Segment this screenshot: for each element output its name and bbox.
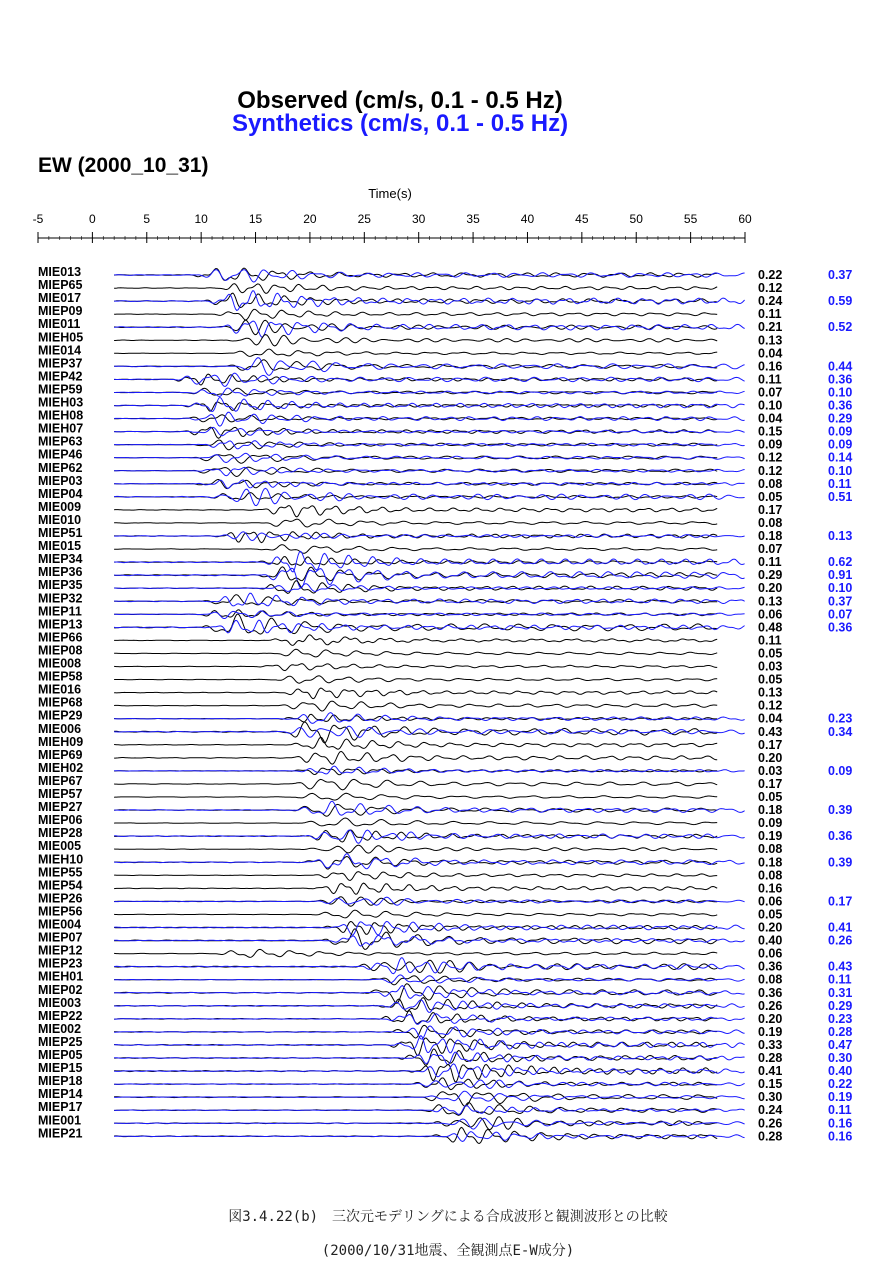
observed-trace — [114, 818, 717, 826]
observed-amplitude: 0.06 — [758, 894, 783, 909]
synthetic-amplitude: 0.29 — [828, 411, 853, 426]
observed-amplitude: 0.41 — [758, 1064, 783, 1079]
observed-amplitude: 0.18 — [758, 529, 783, 543]
synthetic-trace — [114, 488, 745, 505]
observed-amplitude: 0.07 — [758, 385, 783, 400]
observed-trace — [114, 872, 717, 881]
synthetic-amplitude: 0.47 — [828, 1037, 853, 1052]
observed-amplitude: 0.12 — [758, 463, 783, 478]
station-label: MIEH05 — [38, 330, 84, 345]
station-label: MIEP15 — [38, 1061, 83, 1076]
observed-amplitude: 0.07 — [758, 542, 783, 557]
station-label: MIEP26 — [38, 891, 83, 906]
synthetic-trace — [114, 270, 745, 283]
observed-amplitude: 0.09 — [758, 816, 783, 831]
synthetic-trace — [114, 441, 745, 449]
x-tick-label: 20 — [303, 212, 317, 226]
observed-amplitude: 0.17 — [758, 737, 783, 752]
synthetic-trace — [114, 921, 745, 935]
observed-trace — [114, 1092, 717, 1107]
synthetic-amplitude: 0.91 — [828, 568, 853, 583]
observed-amplitude: 0.18 — [758, 855, 783, 870]
observed-amplitude: 0.15 — [758, 1077, 783, 1092]
observed-amplitude: 0.12 — [758, 281, 783, 296]
observed-amplitude: 0.30 — [758, 1090, 783, 1105]
observed-amplitude: 0.36 — [758, 985, 783, 1000]
station-label: MIE010 — [38, 512, 82, 527]
observed-amplitude: 0.17 — [758, 502, 783, 517]
station-label: MIEP29 — [38, 708, 83, 723]
synthetic-amplitude: 0.09 — [828, 763, 853, 778]
synthetic-amplitude: 0.13 — [828, 529, 853, 543]
station-label: MIEP13 — [38, 617, 83, 632]
synthetic-amplitude: 0.17 — [828, 894, 853, 909]
station-label: MIEP23 — [38, 956, 83, 971]
x-tick-label: 25 — [357, 212, 371, 226]
observed-amplitude: 0.05 — [758, 489, 783, 504]
observed-amplitude: 0.19 — [758, 829, 783, 844]
observed-amplitude: 0.08 — [758, 868, 783, 883]
x-tick-label: 30 — [412, 212, 426, 226]
station-label: MIE009 — [38, 499, 82, 514]
synthetic-trace — [114, 593, 745, 606]
observed-amplitude: 0.16 — [758, 359, 783, 374]
observed-amplitude: 0.11 — [758, 307, 782, 322]
station-label: MIE005 — [38, 839, 82, 854]
observed-amplitude: 0.13 — [758, 685, 783, 700]
observed-trace — [114, 388, 717, 395]
observed-trace — [114, 309, 717, 320]
observed-amplitude: 0.28 — [758, 1129, 783, 1144]
observed-amplitude: 0.17 — [758, 776, 783, 791]
station-label: MIEP02 — [38, 982, 83, 997]
observed-amplitude: 0.40 — [758, 933, 783, 948]
station-label: MIE003 — [38, 995, 82, 1010]
station-label: MIEP22 — [38, 1008, 83, 1023]
observed-amplitude: 0.22 — [758, 268, 783, 282]
observed-trace — [114, 714, 717, 722]
synthetic-amplitude: 0.39 — [828, 803, 853, 818]
station-label: MIE013 — [38, 265, 82, 279]
station-label: MIEP04 — [38, 486, 83, 501]
observed-amplitude: 0.16 — [758, 881, 783, 896]
synthetic-trace — [114, 1080, 745, 1089]
station-label: MIE014 — [38, 343, 82, 358]
observed-amplitude: 0.11 — [758, 633, 782, 648]
observed-trace — [114, 480, 717, 489]
observed-amplitude: 0.04 — [758, 711, 783, 726]
observed-trace — [114, 467, 717, 476]
observed-trace — [114, 701, 717, 711]
synthetic-amplitude: 0.09 — [828, 437, 853, 452]
synthetic-trace — [114, 1106, 745, 1115]
synthetic-trace — [114, 975, 745, 983]
observed-trace — [114, 493, 717, 500]
observed-trace — [114, 688, 717, 699]
synthetic-amplitude: 0.31 — [828, 985, 853, 1000]
x-tick-label: 10 — [194, 212, 208, 226]
synthetic-amplitude: 0.39 — [828, 855, 853, 870]
synthetic-amplitude: 0.29 — [828, 998, 853, 1013]
station-label: MIEP59 — [38, 382, 83, 397]
station-label: MIEP12 — [38, 943, 83, 958]
observed-amplitude: 0.08 — [758, 515, 783, 530]
synthetic-amplitude: 0.59 — [828, 294, 853, 309]
observed-amplitude: 0.03 — [758, 659, 783, 674]
observed-trace — [114, 949, 717, 957]
observed-trace — [114, 737, 717, 749]
station-label: MIEP07 — [38, 930, 83, 945]
station-label: MIEP66 — [38, 630, 83, 645]
observed-amplitude: 0.08 — [758, 476, 783, 491]
station-label: MIEP34 — [38, 552, 83, 567]
observed-amplitude: 0.12 — [758, 698, 783, 713]
synthetic-amplitude: 0.51 — [828, 489, 853, 504]
observed-amplitude: 0.04 — [758, 411, 783, 426]
station-label: MIEP27 — [38, 800, 83, 815]
synthetic-amplitude: 0.07 — [828, 607, 853, 622]
observed-amplitude: 0.28 — [758, 1051, 783, 1065]
synthetic-amplitude: 0.16 — [828, 1116, 853, 1131]
observed-amplitude: 0.33 — [758, 1037, 783, 1052]
station-label: MIE011 — [38, 317, 81, 332]
observed-amplitude: 0.48 — [758, 620, 783, 635]
observed-trace — [114, 845, 717, 853]
station-label: MIE016 — [38, 682, 82, 697]
observed-amplitude: 0.08 — [758, 842, 783, 857]
observed-trace — [114, 793, 717, 800]
synthetic-title: Synthetics (cm/s, 0.1 - 0.5 Hz) — [231, 110, 569, 137]
station-label: MIEP21 — [38, 1126, 83, 1141]
synthetic-trace — [114, 854, 745, 869]
observed-trace — [114, 268, 717, 280]
synthetic-amplitude: 0.36 — [828, 372, 853, 387]
observed-amplitude: 0.10 — [758, 398, 783, 413]
station-label: MIEP11 — [38, 604, 82, 619]
observed-amplitude: 0.20 — [758, 920, 783, 935]
synthetic-amplitude: 0.43 — [828, 959, 853, 974]
station-label: MIEP58 — [38, 669, 83, 684]
station-label: MIEP36 — [38, 565, 83, 580]
figure-caption: 図3.4.22(b) 三次元モデリングによる合成波形と観測波形との比較 — [228, 1209, 668, 1225]
synthetic-amplitude: 0.62 — [828, 555, 853, 570]
observed-trace — [114, 635, 717, 646]
station-label: MIEP05 — [38, 1048, 83, 1062]
synthetic-trace — [114, 358, 745, 376]
observed-amplitude: 0.03 — [758, 763, 783, 778]
observed-trace — [114, 614, 717, 634]
synthetic-amplitude: 0.36 — [828, 620, 853, 635]
observed-amplitude: 0.09 — [758, 437, 783, 452]
station-label: MIE002 — [38, 1021, 82, 1036]
figure-caption-subtitle: (2000/10/31地震、全観測点E-W成分) — [321, 1243, 575, 1259]
observed-amplitude: 0.15 — [758, 424, 783, 439]
station-label: MIEP18 — [38, 1074, 83, 1089]
observed-trace — [114, 545, 717, 554]
synthetic-amplitude: 0.11 — [828, 1103, 852, 1118]
observed-title: Observed (cm/s, 0.1 - 0.5 Hz) — [237, 87, 563, 114]
station-label: MIEP25 — [38, 1034, 83, 1049]
station-label: MIEP03 — [38, 473, 83, 488]
observed-amplitude: 0.05 — [758, 907, 783, 922]
observed-amplitude: 0.21 — [758, 320, 783, 335]
station-label: MIEH10 — [38, 852, 84, 867]
observed-trace — [114, 984, 717, 1003]
x-tick-label: 15 — [248, 212, 263, 226]
observed-trace — [114, 519, 717, 527]
observed-amplitude: 0.18 — [758, 803, 783, 818]
station-label: MIEH01 — [38, 969, 84, 984]
synthetic-amplitude: 0.28 — [828, 1024, 853, 1039]
synthetic-amplitude: 0.44 — [828, 359, 853, 374]
observed-amplitude: 0.13 — [758, 594, 783, 609]
observed-trace — [114, 349, 717, 356]
synthetic-amplitude: 0.10 — [828, 581, 853, 596]
synthetic-amplitude: 0.23 — [828, 711, 853, 726]
observed-amplitude: 0.11 — [758, 555, 782, 570]
station-label: MIEP67 — [38, 773, 83, 788]
station-label: MIEP14 — [38, 1087, 83, 1102]
x-tick-label: 0 — [89, 212, 96, 226]
station-label: MIE015 — [38, 539, 82, 554]
synthetic-trace — [114, 1000, 745, 1013]
synthetic-amplitude: 0.37 — [828, 594, 853, 609]
observed-amplitude: 0.08 — [758, 972, 783, 987]
synthetic-trace — [114, 936, 745, 947]
synthetic-amplitude: 0.14 — [828, 450, 853, 465]
x-tick-label: 50 — [629, 212, 643, 226]
station-label: MIEP08 — [38, 643, 83, 658]
synthetic-trace — [114, 1014, 745, 1025]
synthetic-amplitude: 0.41 — [828, 920, 853, 935]
station-label: MIEP69 — [38, 747, 83, 762]
station-label: MIEP09 — [38, 304, 83, 319]
synthetic-amplitude: 0.40 — [828, 1064, 853, 1079]
station-label: MIEP65 — [38, 278, 83, 293]
station-label: MIEP62 — [38, 460, 83, 475]
synthetic-amplitude: 0.10 — [828, 463, 853, 478]
synthetic-trace — [114, 713, 745, 724]
station-label: MIEP32 — [38, 591, 83, 606]
station-label: MIEP57 — [38, 787, 83, 801]
x-tick-label: 35 — [466, 212, 480, 226]
observed-amplitude: 0.36 — [758, 959, 783, 974]
station-label: MIE017 — [38, 291, 82, 306]
observed-trace — [114, 557, 717, 566]
station-label: MIE006 — [38, 721, 82, 736]
synthetic-amplitude: 0.16 — [828, 1129, 853, 1144]
observed-amplitude: 0.04 — [758, 346, 783, 361]
synthetic-amplitude: 0.11 — [828, 972, 852, 987]
observed-amplitude: 0.19 — [758, 1024, 783, 1039]
x-tick-label: 55 — [683, 212, 698, 226]
observed-trace — [114, 751, 717, 764]
observed-amplitude: 0.05 — [758, 672, 783, 687]
synthetic-amplitude: 0.26 — [828, 933, 853, 948]
synthetic-amplitude: 0.22 — [828, 1077, 853, 1092]
observed-trace — [114, 360, 717, 371]
observed-amplitude: 0.06 — [758, 946, 783, 961]
panel-label: EW (2000_10_31) — [38, 154, 209, 177]
station-label: MIEH03 — [38, 395, 84, 410]
station-label: MIEP42 — [38, 369, 83, 384]
observed-amplitude: 0.06 — [758, 607, 783, 622]
synthetic-amplitude: 0.37 — [828, 268, 853, 282]
x-tick-label: 5 — [143, 212, 151, 226]
synthetic-amplitude: 0.11 — [828, 476, 852, 491]
station-label: MIEP17 — [38, 1100, 83, 1115]
station-label: MIEH02 — [38, 760, 84, 775]
observed-trace — [114, 910, 717, 918]
station-label: MIEP35 — [38, 578, 83, 593]
observed-trace — [114, 335, 717, 346]
station-label: MIEP68 — [38, 695, 83, 710]
synthetic-amplitude: 0.23 — [828, 1011, 853, 1026]
synthetic-trace — [114, 480, 745, 488]
observed-amplitude: 0.29 — [758, 568, 783, 583]
x-tick-label: 60 — [738, 212, 752, 226]
synthetic-amplitude: 0.19 — [828, 1090, 853, 1105]
station-label: MIE004 — [38, 917, 82, 932]
synthetic-trace — [114, 801, 745, 815]
synthetic-amplitude: 0.30 — [828, 1051, 853, 1065]
synthetic-trace — [114, 986, 745, 999]
synthetic-trace — [114, 1026, 745, 1039]
synthetic-trace — [114, 897, 745, 905]
synthetic-amplitude: 0.10 — [828, 385, 853, 400]
station-label: MIE008 — [38, 656, 82, 671]
observed-trace — [114, 284, 717, 294]
synthetic-trace — [114, 1132, 745, 1142]
station-label: MIEH07 — [38, 421, 84, 436]
station-label: MIE001 — [38, 1113, 82, 1128]
station-label: MIEP46 — [38, 447, 83, 462]
observed-amplitude: 0.24 — [758, 294, 783, 309]
observed-trace — [114, 779, 717, 789]
x-axis-label: Time(s) — [368, 186, 412, 201]
observed-trace — [114, 883, 717, 894]
x-tick-label: 45 — [575, 212, 589, 226]
synthetic-amplitude: 0.09 — [828, 424, 853, 439]
observed-trace — [114, 649, 717, 657]
observed-amplitude: 0.26 — [758, 1116, 783, 1131]
observed-amplitude: 0.20 — [758, 581, 783, 596]
station-label: MIEP06 — [38, 813, 83, 828]
observed-amplitude: 0.43 — [758, 724, 783, 739]
observed-trace — [114, 676, 717, 683]
observed-trace — [114, 1064, 717, 1082]
observed-amplitude: 0.13 — [758, 333, 783, 348]
observed-amplitude: 0.24 — [758, 1103, 783, 1118]
station-label: MIEH08 — [38, 408, 84, 423]
synthetic-amplitude: 0.36 — [828, 398, 853, 413]
observed-trace — [114, 664, 717, 671]
synthetic-trace — [114, 568, 745, 588]
observed-trace — [114, 1011, 717, 1024]
synthetic-amplitude: 0.34 — [828, 724, 853, 739]
synthetic-trace — [114, 532, 745, 541]
observed-amplitude: 0.20 — [758, 750, 783, 765]
observed-amplitude: 0.20 — [758, 1011, 783, 1026]
observed-trace — [114, 402, 717, 411]
station-label: MIEP37 — [38, 356, 83, 371]
observed-amplitude: 0.11 — [758, 372, 782, 387]
observed-trace — [114, 722, 717, 743]
observed-amplitude: 0.05 — [758, 646, 783, 661]
observed-amplitude: 0.26 — [758, 998, 783, 1013]
observed-amplitude: 0.12 — [758, 450, 783, 465]
x-tick-label: -5 — [32, 212, 44, 226]
synthetic-amplitude: 0.36 — [828, 829, 853, 844]
station-label: MIEP63 — [38, 434, 83, 449]
station-label: MIEP51 — [38, 526, 83, 540]
x-tick-label: 40 — [520, 212, 535, 226]
station-label: MIEP28 — [38, 826, 83, 841]
station-label: MIEP54 — [38, 878, 83, 893]
station-label: MIEP56 — [38, 904, 83, 919]
synthetic-trace — [114, 830, 745, 843]
station-label: MIEP55 — [38, 865, 83, 880]
observed-amplitude: 0.05 — [758, 790, 783, 804]
synthetic-amplitude: 0.52 — [828, 320, 853, 335]
observed-trace — [114, 506, 717, 517]
station-label: MIEH09 — [38, 734, 84, 749]
